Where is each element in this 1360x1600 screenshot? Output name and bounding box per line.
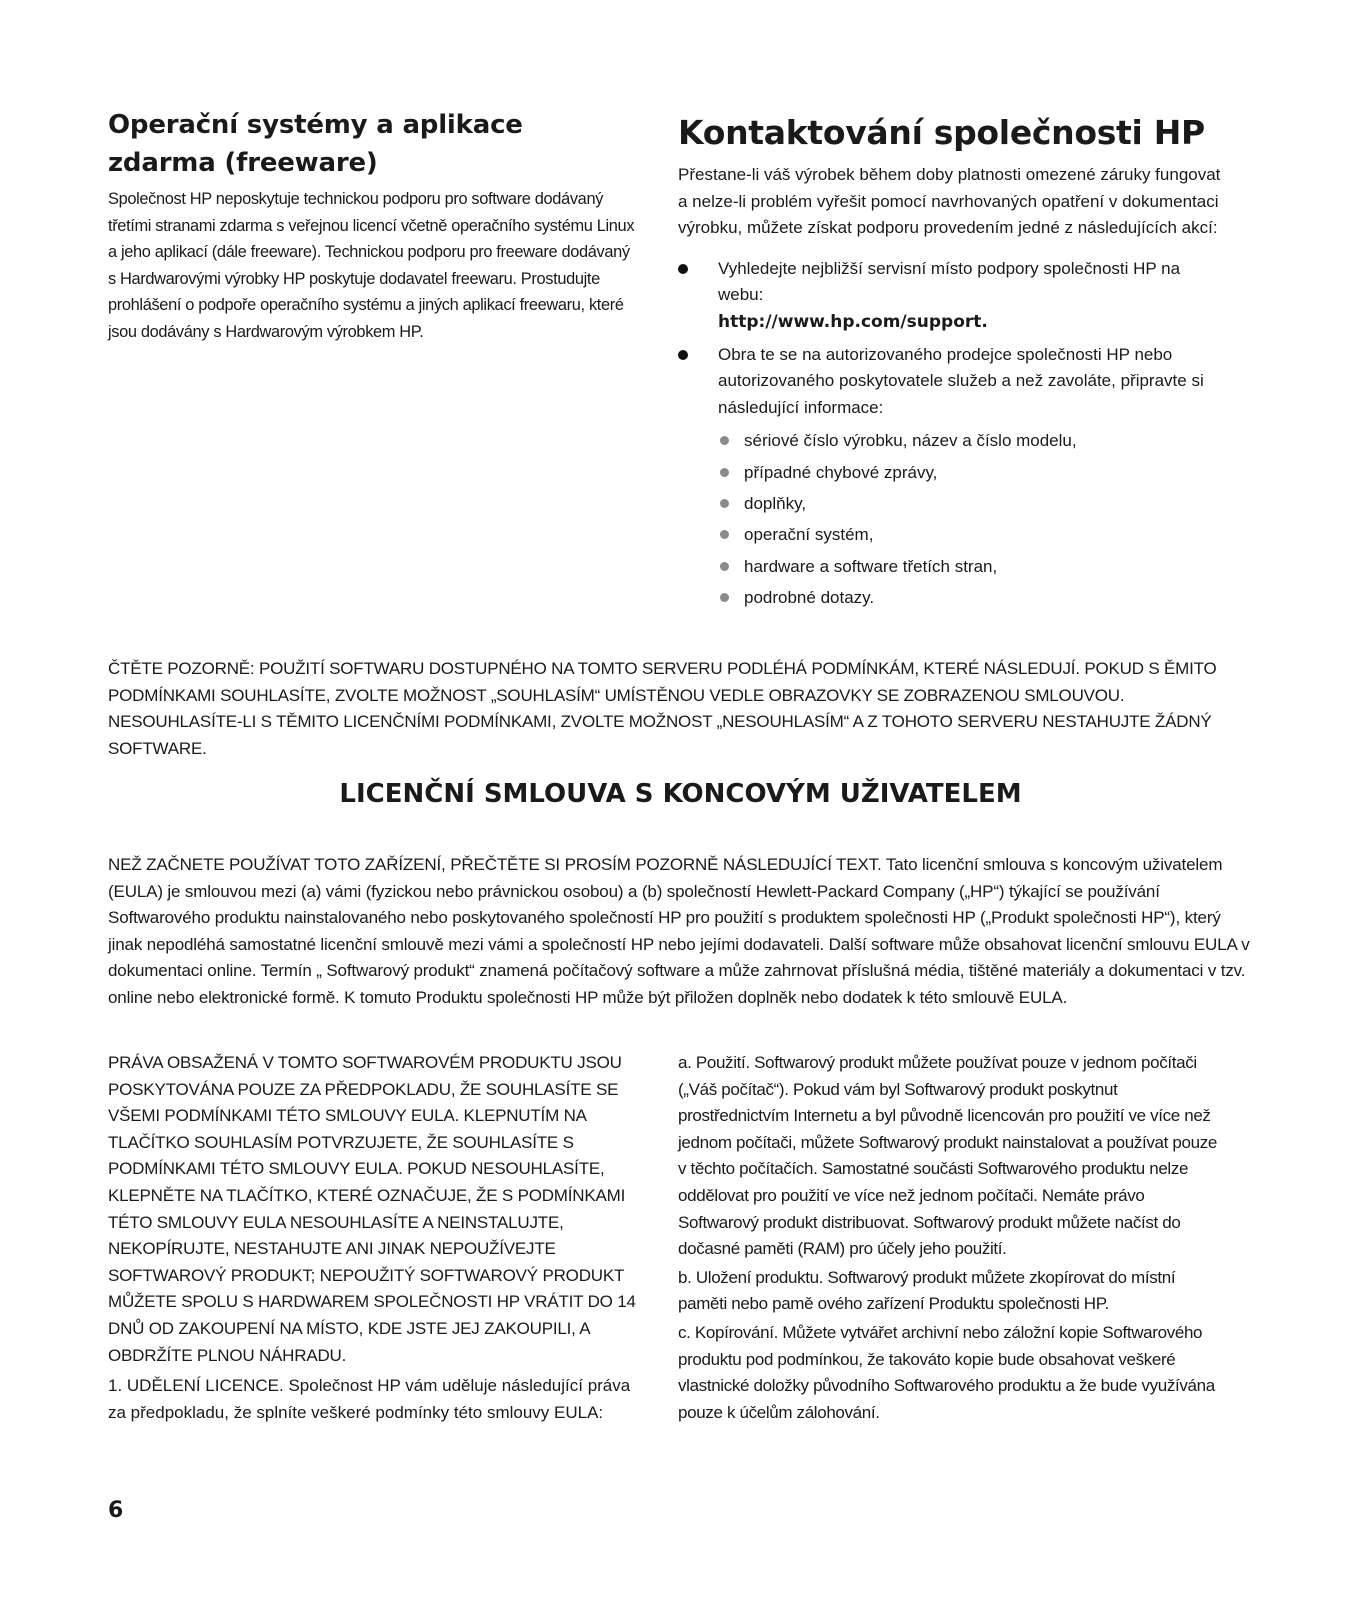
read-carefully-notice [108,656,1253,762]
eula-copy-clause: c. Kopírování. Můžete vytvářet archivní nebo záložní kopie Softwarového produktu pod podmínkou, že takováto kopie bude obsahovat veškeré vlastnické doložky původního Softwarového produktu a že bude využívána pouze k účelům zálohování. [678,1322,1215,1422]
info-item: hardware a software třetích stran, [744,556,998,576]
contact-options-list [678,256,1223,613]
freeware-section [108,106,638,346]
bullet-icon [720,593,729,602]
bullet-icon [720,468,729,477]
info-item: operační systém, [744,525,874,545]
bullet-icon [720,530,729,539]
notice-text: ČTĚTE POZORNĚ: POUŽITÍ SOFTWARU DOSTUPNÉHO NA TOMTO SERVERU PODLÉHÁ PODMÍNKÁM, KTERÉ NÁSLEDUJÍ. POKUD S ĚMITO PODMÍNKAMI SOUHLASÍTE, ZVOLTE MOŽNOST „SOUHLASÍM“ UMÍSTĚNOU VEDLE OBRAZOVKY SE ZOBRAZENOU SMLOUVOU. NESOUHLASÍTE-LI S TĚMITO LICENČNÍMI PODMÍNKAMI, ZVOLTE MOŽNOST „NESOUHLASÍM“ A Z TOHOTO SERVERU NESTAHUJTE ŽÁDNÝ SOFTWARE. [108,659,1217,758]
contact-hp-intro: Přestane-li váš výrobek během doby platnosti omezené záruky fungovat a nelze-li problém vyřešit pomocí navrhovaných opatření v dokumentaci výrobku, můžete získat podporu provedením jedné z následujících akcí: [678,165,1221,238]
info-item: doplňky, [744,493,807,513]
contact-dealer-text: Obra te se na autorizovaného prodejce společnosti HP nebo autorizovaného poskytovatele služeb a než zavoláte, připravte si následující informace: [718,344,1204,417]
eula-rights-text: PRÁVA OBSAŽENÁ V TOMTO SOFTWAROVÉM PRODUKTU JSOU POSKYTOVÁNA POUZE ZA PŘEDPOKLADU, ŽE SOUHLASÍTE SE VŠEMI PODMÍNKAMI TÉTO SMLOUVY EULA. KLEPNUTÍM NA TLAČÍTKO SOUHLASÍM POTVRZUJETE, ŽE SOUHLASÍTE S PODMÍNKAMI TÉTO SMLOUVY EULA. POKUD NESOUHLASÍTE, KLEPNĚTE NA TLAČÍTKO, KTERÉ OZNAČUJE, ŽE S PODMÍNKAMI TÉTO SMLOUVY EULA NESOUHLASÍTE A NEINSTALUJTE, NEKOPÍRUJTE, NESTAHUJTE ANI JINAK NEPOUŽÍVEJTE SOFTWAROVÝ PRODUKT; NEPOUŽITÝ SOFTWAROVÝ PRODUKT MŮŽETE SPOLU S HARDWAREM SPOLEČNOSTI HP VRÁTIT DO 14 DNŮ OD ZAKOUPENÍ NA MÍSTO, KDE JSTE JEJ ZAKOUPILI, A OBDRŽÍTE PLNOU NÁHRADU. [108,1053,636,1365]
list-item [718,582,1223,613]
bullet-icon [720,562,729,571]
info-item: podrobné dotazy. [744,587,875,607]
info-item: sériové číslo výrobku, název a číslo modelu, [744,431,1077,451]
eula-left-column [108,1050,648,1426]
eula-use-clause: a. Použití. Softwarový produkt můžete používat pouze v jednom počítači („Váš počítač“). Pokud vám byl Softwarový produkt poskytnut prostřednictvím Internetu a byl původně licencován pro použití ve více než jednom počítači, můžete Softwarový produkt nainstalovat a používat pouze v těchto počítačích. Samostatné součásti Softwarového produktu nelze oddělovat pro použití ve více než jednom počítači. Nemáte právo Softwarový produkt distribuovat. Softwarový produkt můžete načíst do dočasné paměti (RAM) pro účely jeho použití. [678,1053,1217,1259]
list-item [718,488,1223,519]
required-info-list [718,425,1223,613]
eula-intro-text: NEŽ ZAČNETE POUŽÍVAT TOTO ZAŘÍZENÍ, PŘEČTĚTE SI PROSÍM POZORNĚ NÁSLEDUJÍCÍ TEXT. Tato licenční smlouva s koncovým uživatelem (EULA) je smlouvou mezi (a) vámi (fyzickou nebo právnickou osobou) a (b) společností Hewlett-Packard Company („HP“) týkající se používání Softwarového produktu nainstalovaného nebo poskytovaného společností HP pro použití s produktem společnosti HP („Produkt společnosti HP“), který jinak nepodléhá samostatné licenční smlouvě mezi vámi a společností HP nebo jejími dodavateli. Další software může obsahovat licenční smlouvu EULA v dokumentaci online. Termín „ Softwarový produkt“ znamená počítačový software a může zahrnovat příslušná média, tištěné materiály a dokumentaci v tzv. online nebo elektronické formě. K tomuto Produktu společnosti HP může být přiložen doplněk nebo dodatek k této smlouvě EULA. [108,855,1250,1007]
list-item [718,519,1223,550]
bullet-icon [720,436,729,445]
bullet-icon [720,499,729,508]
bullet-icon [678,264,688,274]
list-item [678,342,1223,614]
bullet-icon [678,350,688,360]
eula-license-grant: 1. UDĚLENÍ LICENCE. Společnost HP vám uděluje následující práva za předpokladu, že splníte veškeré podmínky této smlouvy EULA: [108,1376,631,1422]
list-item [718,425,1223,456]
eula-intro [108,852,1253,1012]
contact-hp-section [678,106,1223,619]
eula-storage-clause: b. Uložení produktu. Softwarový produkt můžete zkopírovat do místní paměti nebo pamě ového zařízení Produktu společnosti HP. [678,1267,1176,1314]
eula-title: LICENČNÍ SMLOUVA S KONCOVÝM UŽIVATELEM [339,779,1022,809]
support-locator-text: Vyhledejte nejbližší servisní místo podpory společnosti HP na webu: [718,258,1181,305]
contact-hp-heading: Kontaktování společnosti HP [678,113,1205,152]
support-url-link[interactable]: http://www.hp.com/support. [718,311,988,332]
list-item [718,551,1223,582]
page-number: 6 [108,1498,124,1523]
eula-right-column [678,1050,1223,1426]
freeware-heading: Operační systémy a aplikace zdarma (freeware) [108,110,523,178]
list-item [678,256,1223,336]
freeware-body: Společnost HP neposkytuje technickou podporu pro software dodávaný třetími stranami zdarma s veřejnou licencí včetně operačního systému Linux a jeho aplikací (dále freeware). Technickou podporu pro freeware dodávaný s Hardwarovými výrobky HP poskytuje dodavatel freewaru. Prostudujte prohlášení o podpoře operačního systému a jiných aplikací freewaru, které jsou dodávány s Hardwarovým výrobkem HP. [108,190,635,341]
info-item: případné chybové zprávy, [744,462,938,482]
list-item [718,457,1223,488]
